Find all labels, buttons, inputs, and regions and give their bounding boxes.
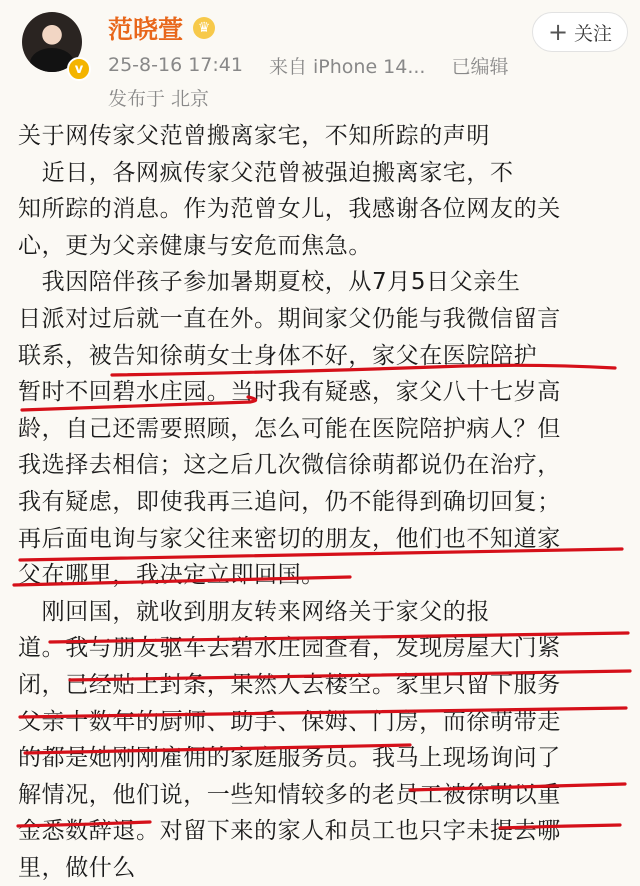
body-line-underlined: 金悉数辞退。对留下来的家人和员工也只字未提去哪	[18, 818, 561, 845]
body-line: 里，做什么	[18, 854, 136, 881]
author-name-row	[108, 10, 215, 46]
post-source: 来自 iPhone 14...	[268, 55, 426, 78]
post-date: 25-8-16 17:41	[108, 54, 243, 76]
body-line-underlined: 父在哪里，我决定立即回国。	[18, 562, 325, 589]
body-line-underlined: 的都是她刚刚雇佣的家庭服务员。我马上现场询问了	[18, 745, 561, 772]
plus-icon: +	[547, 18, 569, 46]
body-line-underlined: 解情况，他们说，一些知情较多的老员工被徐萌以重	[18, 781, 561, 808]
author-name[interactable]: 范晓萱	[108, 15, 184, 44]
follow-button[interactable]	[532, 12, 628, 52]
body-line-underlined: 闭，已经贴上封条，果然人去楼空。家里只留下服务	[18, 671, 561, 698]
post-location: 发布于 北京	[108, 87, 210, 110]
body-line-underlined: 联系，被告知徐萌女士身体不好，家父在医院陪护	[18, 342, 538, 369]
body-line: 我有疑虑，即使我再三追问，仍不能得到确切回复；	[18, 488, 561, 515]
post-body	[18, 118, 628, 886]
body-line-underlined: 父亲十数年的厨师、助手、保姆、门房，而徐萌带走	[18, 708, 561, 735]
post-header	[0, 0, 640, 118]
body-line: 日派对过后就一直在外。期间家父仍能与我微信留言	[18, 305, 561, 332]
post-meta	[108, 50, 508, 80]
post-edited: 已编辑	[451, 55, 509, 78]
follow-label: 关注	[574, 22, 613, 45]
body-line: 近日，各网疯传家父范曾被强迫搬离家宅，不	[18, 159, 514, 186]
body-line-underlined: 再后面电询与家父往来密切的朋友，他们也不知道家	[18, 525, 561, 552]
body-line-underlined: 暂时不回碧水庄园。当时我有疑惑，家父八十七岁高	[18, 379, 561, 406]
vip-crown-icon: ♛	[193, 17, 215, 39]
body-line: 刚回国，就收到朋友转来网络关于家父的报	[18, 598, 490, 625]
body-line-underlined: 道。我与朋友驱车去碧水庄园查看，发现房屋大门紧	[18, 635, 561, 662]
body-line: 我选择去相信；这之后几次微信徐萌都说仍在治疗，	[18, 452, 561, 479]
body-line: 龄，自己还需要照顾，怎么可能在医院陪护病人？但	[18, 415, 561, 442]
body-line: 我因陪伴孩子参加暑期夏校，从7月5日父亲生	[18, 269, 521, 296]
verified-badge-icon: v	[67, 57, 91, 81]
body-line: 知所踪的消息。作为范曾女儿，我感谢各位网友的关	[18, 196, 561, 223]
body-line: 心，更为父亲健康与安危而焦急。	[18, 232, 372, 259]
body-line: 关于网传家父范曾搬离家宅，不知所踪的声明	[18, 123, 490, 149]
